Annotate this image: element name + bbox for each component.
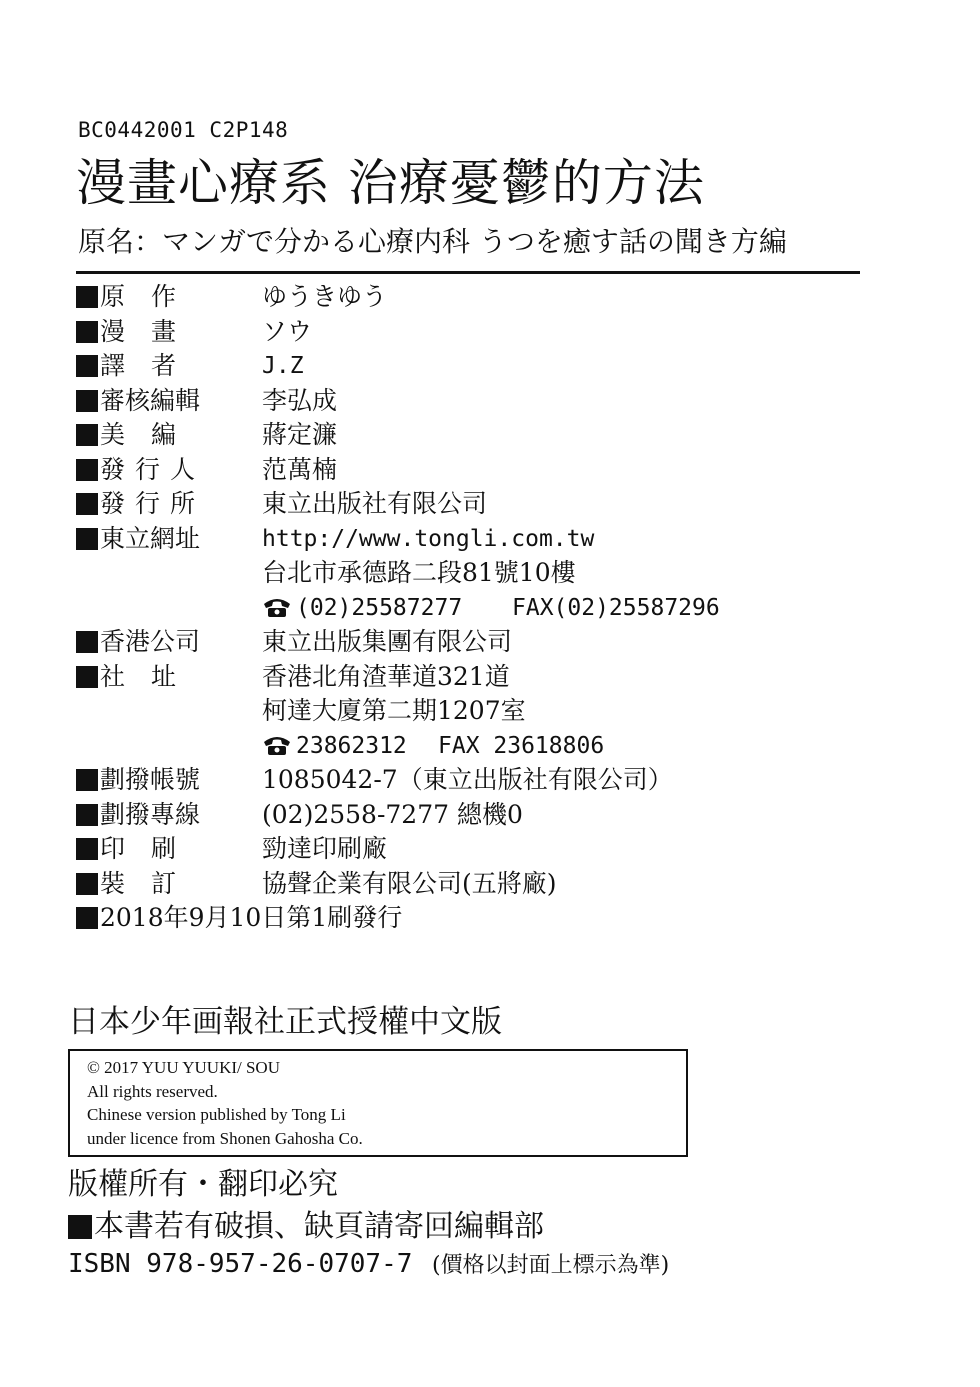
square-bullet-icon	[76, 804, 98, 826]
square-bullet-icon	[76, 286, 98, 308]
credit-label: 審核編輯	[100, 385, 201, 415]
credit-row-publisher	[76, 487, 876, 522]
credit-value: 勁達印刷廠	[262, 834, 388, 863]
credit-label: 社址	[100, 661, 203, 691]
credit-row-translator	[76, 349, 876, 384]
credit-row-hk-company	[76, 625, 876, 660]
publication-date-row	[76, 901, 876, 936]
credit-value: 1085042-7（東立出版社有限公司）	[262, 765, 673, 794]
square-bullet-icon	[76, 424, 98, 446]
credit-row-publisher-person	[76, 453, 876, 488]
square-bullet-icon	[76, 769, 98, 791]
damage-notice-text: 本書若有破損、缺頁請寄回編輯部	[94, 1209, 544, 1244]
square-bullet-icon	[76, 390, 98, 412]
credit-label: 香港公司	[100, 627, 201, 656]
credit-value: 李弘成	[262, 385, 338, 415]
credit-row-editor	[76, 384, 876, 419]
rights-statement: 版權所有・翻印必究	[68, 1167, 338, 1202]
tw-fax: FAX(02)25587296	[512, 594, 720, 621]
credit-value: ソウ	[262, 316, 313, 346]
hk-fax: FAX 23618806	[438, 732, 605, 759]
credit-row-binding	[76, 867, 876, 902]
credit-label: 裝訂	[100, 868, 203, 898]
credit-label: 發行人	[100, 454, 206, 484]
square-bullet-icon	[68, 1215, 92, 1239]
tw-address-row	[76, 556, 876, 591]
authorization-statement: 日本少年画報社正式授權中文版	[68, 1004, 502, 1040]
credit-row-account	[76, 763, 876, 798]
telephone-icon	[262, 734, 292, 756]
credit-label: 譯者	[100, 351, 203, 380]
square-bullet-icon	[76, 666, 98, 688]
copyright-line: Chinese version published by Tong Li	[87, 1105, 346, 1124]
hk-phone: 23862312	[296, 732, 407, 759]
credits-list	[76, 280, 876, 936]
divider-rule	[76, 271, 860, 274]
square-bullet-icon	[76, 459, 98, 481]
hk-address-line1: 香港北角渣華道321道	[262, 661, 510, 691]
book-title: 漫畫心療系 治療憂鬱的方法	[76, 154, 705, 212]
credit-value: ゆうきゆう	[262, 282, 388, 311]
credit-row-art-editor	[76, 418, 876, 453]
square-bullet-icon	[76, 838, 98, 860]
isbn: ISBN 978-957-26-0707-7	[68, 1249, 413, 1279]
credit-row-original	[76, 280, 876, 315]
credit-label: 漫畫	[100, 316, 203, 346]
hk-address-line2: 柯達大廈第二期1207室	[262, 696, 526, 725]
book-code: BC0442001 C2P148	[78, 118, 289, 142]
square-bullet-icon	[76, 493, 98, 515]
tw-address: 台北市承德路二段81號10樓	[262, 558, 576, 587]
credit-row-hk-address	[76, 660, 876, 695]
original-title: 原名：マンガで分かる心療内科 うつを癒す話の聞き方編	[78, 225, 787, 258]
square-bullet-icon	[76, 631, 98, 653]
credit-value: 蔣定濂	[262, 420, 338, 449]
credit-value: 協聲企業有限公司(五將廠)	[262, 868, 557, 898]
copyright-line: under licence from Shonen Gahosha Co.	[87, 1128, 363, 1148]
credit-label: 美編	[100, 420, 203, 449]
credit-value: 范萬楠	[262, 454, 338, 484]
square-bullet-icon	[76, 873, 98, 895]
credit-label: 東立網址	[100, 523, 201, 553]
copyright-line: All rights reserved.	[87, 1081, 218, 1101]
square-bullet-icon	[76, 321, 98, 343]
hk-address-row2	[76, 694, 876, 729]
credit-row-hotline	[76, 798, 876, 833]
credit-row-website	[76, 522, 876, 557]
price-note: (價格以封面上標示為準)	[432, 1253, 670, 1278]
publication-date: 2018年9月10日第1刷發行	[100, 903, 403, 932]
damage-notice	[68, 1207, 544, 1247]
credit-row-printing	[76, 832, 876, 867]
tw-phone: (02)25587277	[296, 594, 463, 621]
credit-value: (02)2558-7277 總機0	[262, 799, 523, 829]
square-bullet-icon	[76, 355, 98, 377]
square-bullet-icon	[76, 528, 98, 550]
credit-value: 東立出版集團有限公司	[262, 627, 513, 656]
credit-value: 東立出版社有限公司	[262, 489, 488, 518]
credit-label: 原作	[100, 282, 203, 311]
credit-label: 印刷	[100, 834, 203, 863]
hk-phone-row	[76, 729, 876, 764]
telephone-icon	[262, 596, 292, 618]
credit-label: 發行所	[100, 489, 206, 518]
credit-label: 劃撥帳號	[100, 765, 201, 794]
website-link[interactable]: http://www.tongli.com.tw	[262, 525, 595, 552]
credit-row-manga	[76, 315, 876, 350]
credit-value: J.Z	[262, 353, 304, 379]
square-bullet-icon	[76, 907, 98, 929]
tw-phone-row	[76, 591, 876, 626]
copyright-box	[68, 1049, 688, 1157]
copyright-line: © 2017 YUU YUUKI/ SOU	[87, 1058, 280, 1077]
credit-label: 劃撥專線	[100, 799, 201, 829]
